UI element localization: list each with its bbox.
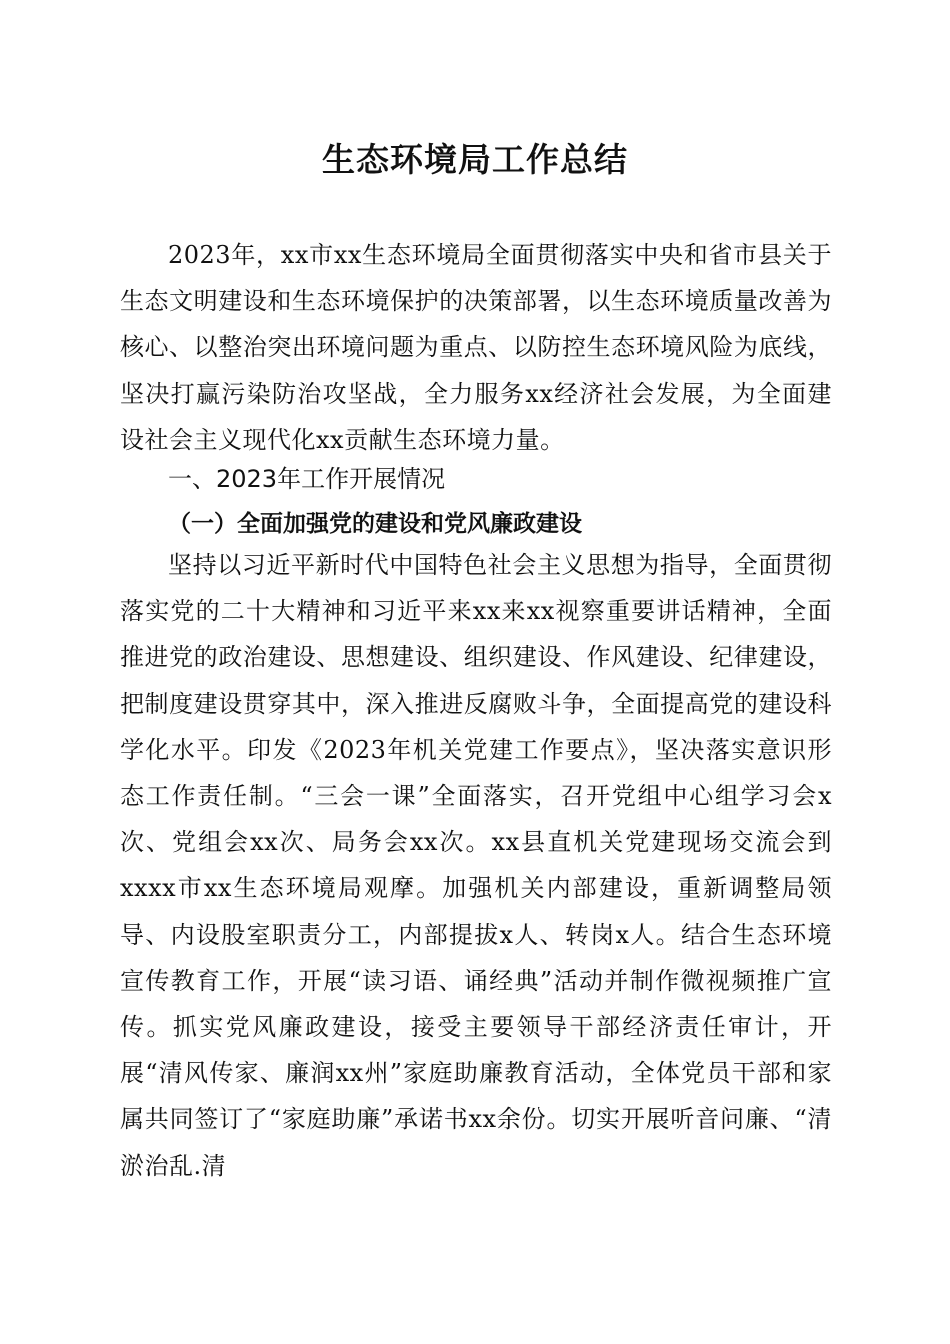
subsection-heading-1: （一）全面加强党的建设和党风廉政建设 (168, 510, 582, 537)
section-heading-1: 一、2023年工作开展情况 (168, 465, 446, 493)
document-title: 生态环境局工作总结 (322, 140, 628, 179)
intro-paragraph: 2023年，xx市xx生态环境局全面贯彻落实中央和省市县关于生态文明建设和生态环境保护的决策部署，以生态环境质量改善为核心、以整治突出环境问题为重点、以防控生态环境风险为底线，坚决打赢污染防治攻坚战，全力服务xx经济社会发展，为全面建设社会主义现代化xx贡献生态环境力量。 (120, 241, 832, 454)
subsection-1-paragraph: 坚持以习近平新时代中国特色社会主义思想为指导，全面贯彻落实党的二十大精神和习近平来xx来xx视察重要讲话精神，全面推进党的政治建设、思想建设、组织建设、作风建设、纪律建设，把制度建设贯穿其中，深入推进反腐败斗争，全面提高党的建设科学化水平。印发《2023年机关党建工作要点》，坚决落实意识形态工作责任制。“三会一课”全面落实，召开党组中心组学习会x次、党组会xx次、局务会xx次。xx县直机关党建现场交流会到xxxx市xx生态环境局观摩。加强机关内部建设，重新调整局领导、内设股室职责分工，内部提拔x人、转岗x人。结合生态环境宣传教育工作，开展“读习语、诵经典”活动并制作微视频推广宣传。抓实党风廉政建设，接受主要领导干部经济责任审计，开展“清风传家、廉润xx州”家庭助廉教育活动，全体党员干部和家属共同签订了“家庭助廉”承诺书xx余份。切实开展听音问廉、“清淤治乱.清 (120, 551, 832, 1180)
